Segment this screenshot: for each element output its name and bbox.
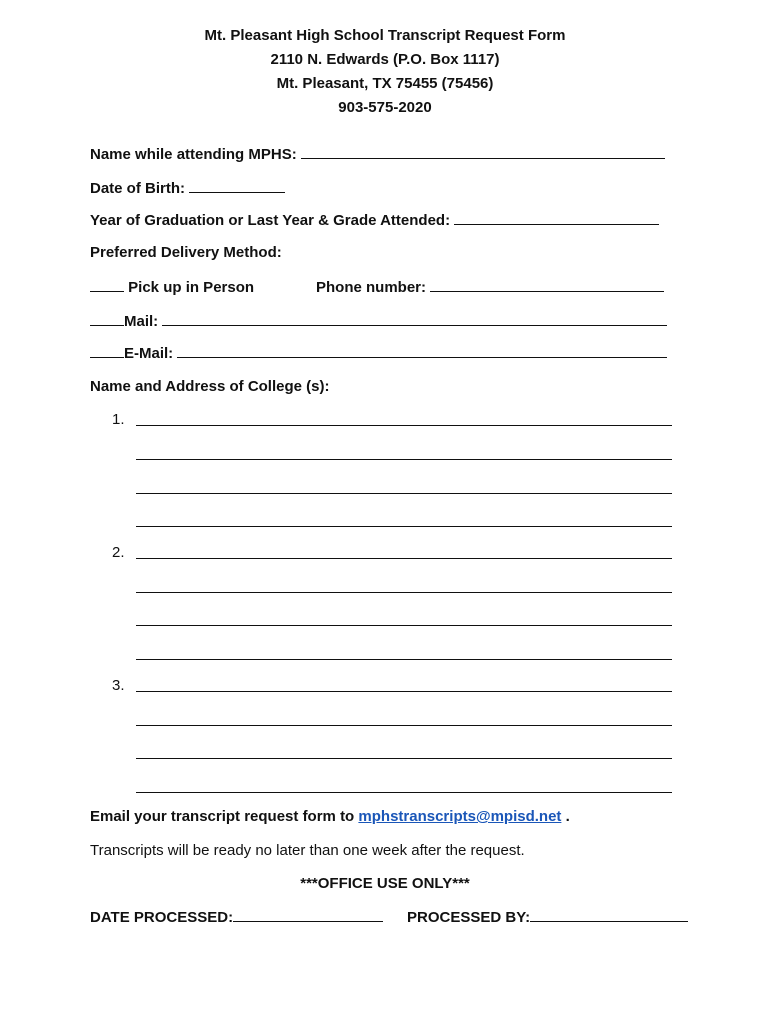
email-label: E-Mail: bbox=[124, 345, 174, 362]
graduation-field[interactable] bbox=[454, 210, 659, 225]
graduation-row bbox=[90, 210, 659, 231]
dob-row bbox=[90, 178, 285, 199]
email-instruction bbox=[90, 807, 570, 827]
college-3-line-1[interactable] bbox=[136, 691, 672, 692]
college-2-line-1[interactable] bbox=[136, 558, 672, 559]
date-processed-field[interactable] bbox=[233, 907, 383, 922]
college-3-line-2[interactable] bbox=[136, 725, 672, 726]
name-field[interactable] bbox=[301, 144, 665, 159]
email-checkbox-line[interactable] bbox=[90, 343, 124, 358]
dob-field[interactable] bbox=[189, 178, 285, 193]
mail-checkbox-line[interactable] bbox=[90, 311, 124, 326]
date-processed-row bbox=[90, 907, 383, 928]
form-header bbox=[0, 24, 770, 120]
college-3-line-4[interactable] bbox=[136, 792, 672, 793]
college-2-line-4[interactable] bbox=[136, 659, 672, 660]
email-instruction-text: Email your transcript request form to bbox=[90, 808, 355, 825]
phone-label: Phone number: bbox=[316, 279, 427, 296]
graduation-label: Year of Graduation or Last Year & Grade Attended: bbox=[90, 212, 451, 229]
college-1-line-1[interactable] bbox=[136, 425, 672, 426]
college-number-2: 2. bbox=[112, 544, 125, 561]
ready-notice: Transcripts will be ready no later than one week after the request. bbox=[90, 842, 525, 859]
processed-by-field[interactable] bbox=[530, 907, 688, 922]
college-3-line-3[interactable] bbox=[136, 758, 672, 759]
office-use-only: ***OFFICE USE ONLY*** bbox=[300, 875, 470, 892]
form-title: Mt. Pleasant High School Transcript Request Form bbox=[204, 27, 566, 44]
processed-by-label: PROCESSED BY: bbox=[407, 909, 531, 926]
college-1-line-3[interactable] bbox=[136, 493, 672, 494]
college-1-line-4[interactable] bbox=[136, 526, 672, 527]
college-number-3: 3. bbox=[112, 677, 125, 694]
name-label: Name while attending MPHS: bbox=[90, 146, 297, 163]
college-number-1: 1. bbox=[112, 411, 125, 428]
college-1-line-2[interactable] bbox=[136, 459, 672, 460]
date-processed-label: DATE PROCESSED: bbox=[90, 909, 234, 926]
college-2-line-2[interactable] bbox=[136, 592, 672, 593]
delivery-label: Preferred Delivery Method: bbox=[90, 244, 282, 261]
mail-row bbox=[90, 311, 667, 332]
pickup-row bbox=[90, 277, 254, 298]
college-2-line-3[interactable] bbox=[136, 625, 672, 626]
college-label: Name and Address of College (s): bbox=[90, 378, 330, 395]
school-city-address: Mt. Pleasant, TX 75455 (75456) bbox=[276, 75, 494, 92]
email-period: . bbox=[565, 808, 570, 825]
mail-address-field[interactable] bbox=[162, 311, 667, 326]
phone-row bbox=[316, 277, 664, 298]
school-phone: 903-575-2020 bbox=[338, 99, 432, 116]
transcripts-email-link[interactable]: mphstranscripts@mpisd.net bbox=[358, 808, 562, 825]
email-address-field[interactable] bbox=[177, 343, 667, 358]
school-street-address: 2110 N. Edwards (P.O. Box 1117) bbox=[270, 51, 500, 68]
pickup-checkbox-line[interactable] bbox=[90, 277, 124, 292]
email-row bbox=[90, 343, 667, 364]
pickup-label: Pick up in Person bbox=[128, 279, 255, 296]
name-row bbox=[90, 144, 665, 165]
phone-field[interactable] bbox=[430, 277, 664, 292]
processed-by-row bbox=[407, 907, 688, 928]
mail-label: Mail: bbox=[124, 313, 159, 330]
dob-label: Date of Birth: bbox=[90, 180, 185, 197]
